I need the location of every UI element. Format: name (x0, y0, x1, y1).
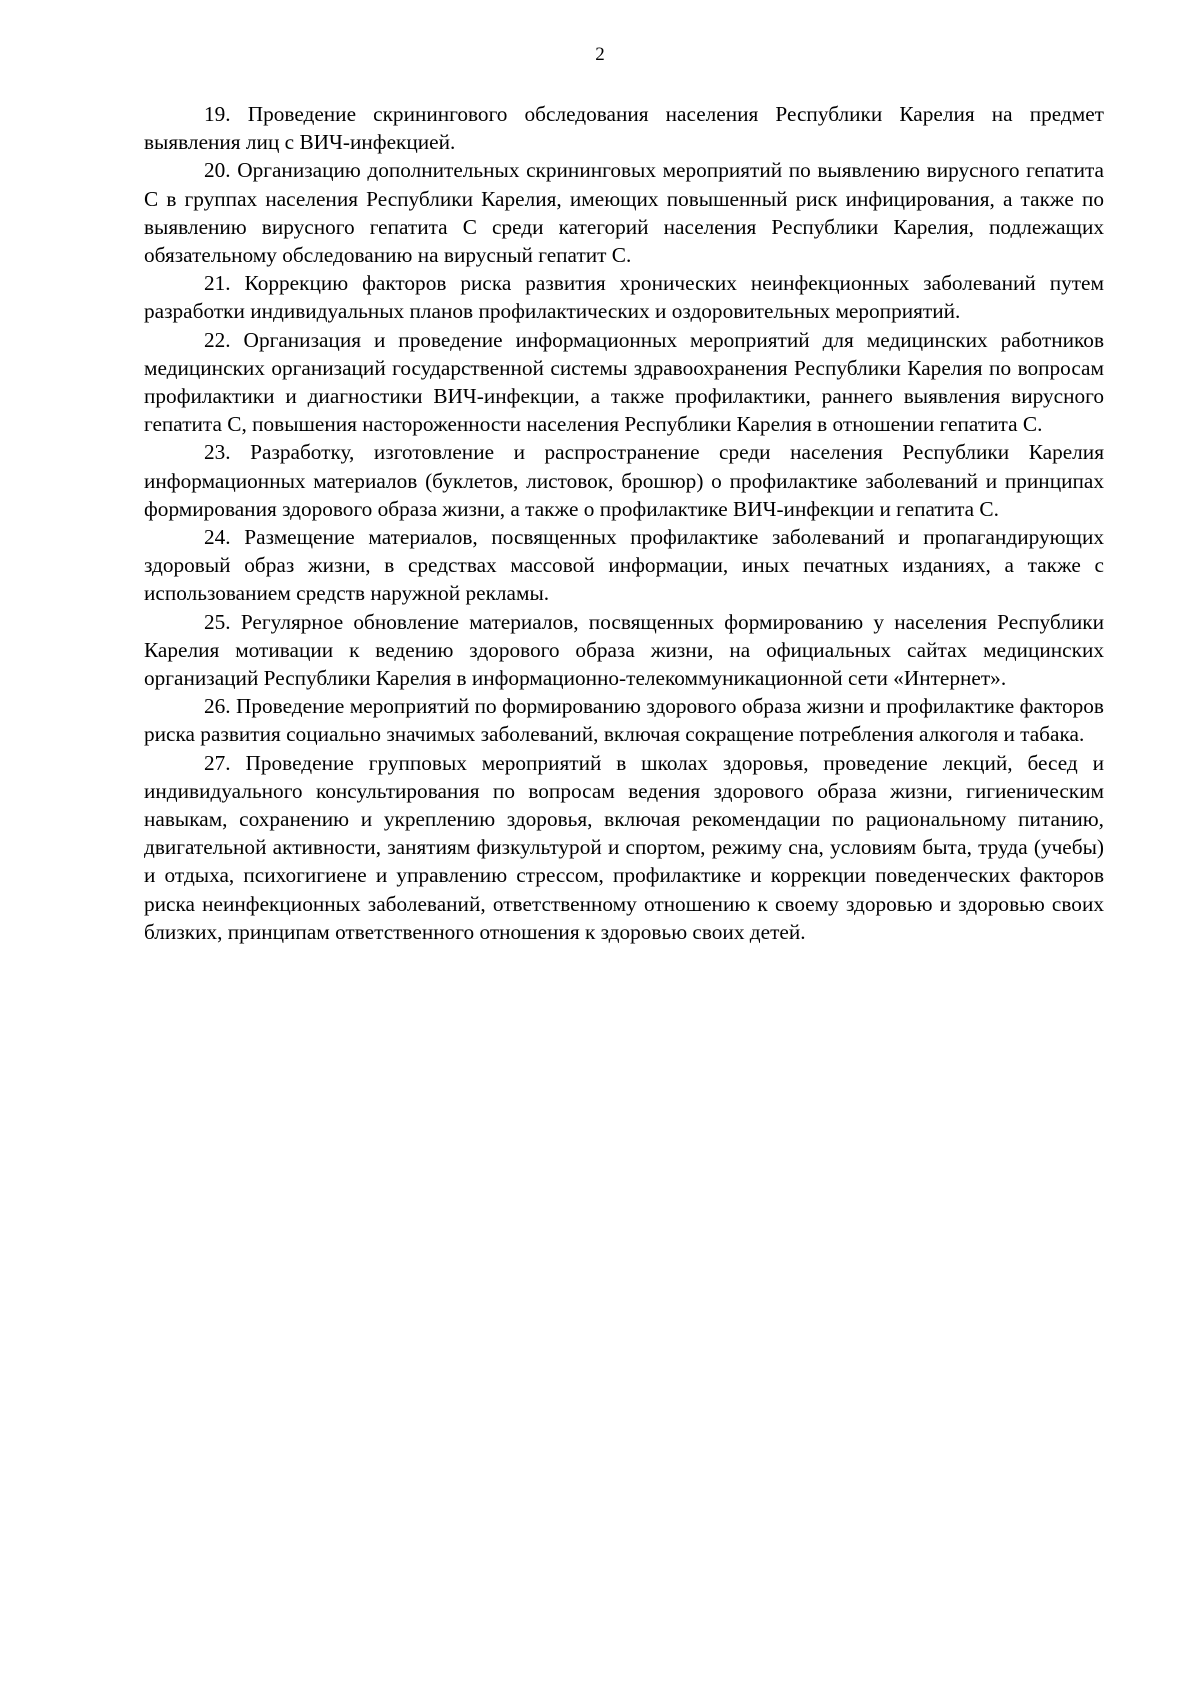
paragraph-22: 22. Организация и проведение информационных мероприятий для медицинских работников медицинских организаций государственной системы здравоохранения Республики Карелия по вопросам профилактики и диагностики ВИЧ-инфекции, а также профилактики, раннего выявления вирусного гепатита С, повышения настороженности населения Республики Карелия в отношении гепатита С. (144, 327, 1104, 437)
paragraph-24: 24. Размещение материалов, посвященных профилактике заболеваний и пропагандирующих здоровый образ жизни, в средствах массовой информации, иных печатных изданиях, а также с использованием средств наружной рекламы. (144, 525, 1104, 606)
paragraph-19: 19. Проведение скринингового обследования населения Республики Карелия на предмет выявления лиц с ВИЧ-инфекцией. (144, 102, 1104, 155)
paragraph-26: 26. Проведение мероприятий по формированию здорового образа жизни и профилактике факторов риска развития социально значимых заболеваний, включая сокращение потребления алкоголя и табака. (144, 694, 1104, 747)
paragraph-21: 21. Коррекцию факторов риска развития хронических неинфекционных заболеваний путем разработки индивидуальных планов профилактических и оздоровительных мероприятий. (144, 271, 1104, 324)
document-body (144, 100, 1104, 946)
paragraph-27: 27. Проведение групповых мероприятий в школах здоровья, проведение лекций, бесед и индивидуального консультирования по вопросам ведения здорового образа жизни, гигиеническим навыкам, сохранению и укреплению здоровья, включая рекомендации по рациональному питанию, двигательной активности, занятиям физкультурой и спортом, режиму сна, условиям быта, труда (учебы) и отдыха, психогигиене и управлению стрессом, профилактике и коррекции поведенческих факторов риска неинфекционных заболеваний, ответственному отношению к своему здоровью и здоровью своих близких, принципам ответственного отношения к здоровью своих детей. (144, 750, 1104, 944)
paragraph-23: 23. Разработку, изготовление и распространение среди населения Республики Карелия информационных материалов (буклетов, листовок, брошюр) о профилактике заболеваний и принципах формирования здорового образа жизни, а также о профилактике ВИЧ-инфекции и гепатита С. (144, 440, 1104, 521)
paragraph-20: 20. Организацию дополнительных скрининговых мероприятий по выявлению вирусного гепатита С в группах населения Республики Карелия, имеющих повышенный риск инфицирования, а также по выявлению вирусного гепатита С среди категорий населения Республики Карелия, подлежащих обязательному обследованию на вирусный гепатит С. (144, 158, 1104, 268)
page-number: 2 (595, 44, 605, 65)
paragraph-25: 25. Регулярное обновление материалов, посвященных формированию у населения Республики Карелия мотивации к ведению здорового образа жизни, на официальных сайтах медицинских организаций Республики Карелия в информационно-телекоммуникационной сети «Интернет». (144, 609, 1104, 691)
